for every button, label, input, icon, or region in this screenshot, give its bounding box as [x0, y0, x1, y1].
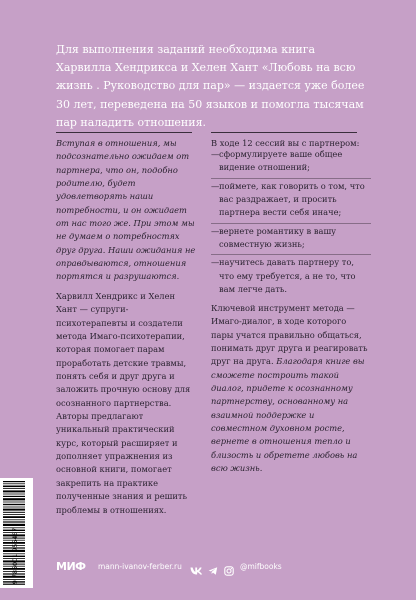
- vk-icon[interactable]: [190, 561, 203, 571]
- dash-marker: —: [211, 180, 220, 191]
- method-block: [211, 302, 371, 475]
- list-item-text: научитесь давать партнеру то, что ему требуется, а не то, что вам легче дать.: [219, 257, 356, 295]
- list-item: [211, 148, 371, 179]
- isbn-number: 9 785001 955467: [12, 527, 19, 584]
- publisher-logo: МИФ: [56, 560, 86, 573]
- intro-text: Для выполнения заданий необходима книга Харвилла Хендрикса и Хелен Хант «Любовь на всю жизнь . Руководство для пар» — издается уже более 30 лет, переведена на 50 языков и помогла тысячам пар наладить отношения.: [56, 43, 365, 129]
- sessions-list: [211, 148, 371, 300]
- footer: [0, 558, 416, 578]
- divider-left: [56, 132, 192, 133]
- divider-right: [211, 132, 357, 133]
- dash-marker: —: [211, 149, 220, 159]
- authors-text: Харвилл Хендрикс и Хелен Хант — супруги-психотерапевты и создатели метода Имаго-психотерапии, которая помогает парам проработать детские травмы, понять себя и друг друга и заложить прочную основу для осознанного партнерства. Авторы предлагают уникальный практический курс, который расширяет и дополняет упражнения из основной книги, помогает закрепить на практике полученные знания и решить проблемы в отношениях.: [56, 291, 191, 515]
- social-handle[interactable]: @mifbooks: [240, 562, 282, 571]
- dash-marker: —: [211, 225, 220, 236]
- telegram-icon[interactable]: [208, 561, 218, 571]
- list-item: [211, 225, 371, 256]
- sessions-title: В ходе 12 сессий вы с партнером:: [211, 138, 360, 148]
- publisher-website-link[interactable]: mann-ivanov-ferber.ru: [98, 562, 182, 571]
- instagram-icon[interactable]: [224, 561, 234, 571]
- authors-block: [56, 290, 198, 517]
- quote-text: Вступая в отношения, мы подсознательно ожидаем от партнера, что он, подобно родителю, будет удовлетворять наши потребности, и он ожидает от нас того же. При этом мы не думаем о потребностях друг друга. Наши ожидания не оправдываются, отношения портятся и разрушаются.: [56, 138, 196, 282]
- method-text-italic: Благодаря книге вы сможете построить такой диалог, придете к осознанному партнерству, основанному на взаимной поддержке и совместном духовном росте, вернете в отношения тепло и близость и обретете любовь на всю жизнь.: [211, 356, 365, 474]
- intro-block: [56, 41, 368, 132]
- quote-block: [56, 137, 196, 284]
- list-item-text: вернете романтику в вашу совместную жизнь;: [219, 225, 337, 250]
- method-text-regular: Ключевой инструмент метода — Имаго-диалог, в ходе которого пары учатся правильно общаться, понимать друг друга и реагировать друг на друга.: [211, 303, 368, 367]
- list-item: [211, 256, 371, 299]
- list-item: [211, 180, 371, 224]
- method-text: [211, 302, 371, 475]
- list-item-text: поймете, как говорить о том, что вас раздражает, и просить партнера вести себя иначе;: [219, 180, 365, 218]
- list-item-text: сформулируете ваше общее видение отношений;: [219, 149, 343, 173]
- dash-marker: —: [211, 257, 220, 268]
